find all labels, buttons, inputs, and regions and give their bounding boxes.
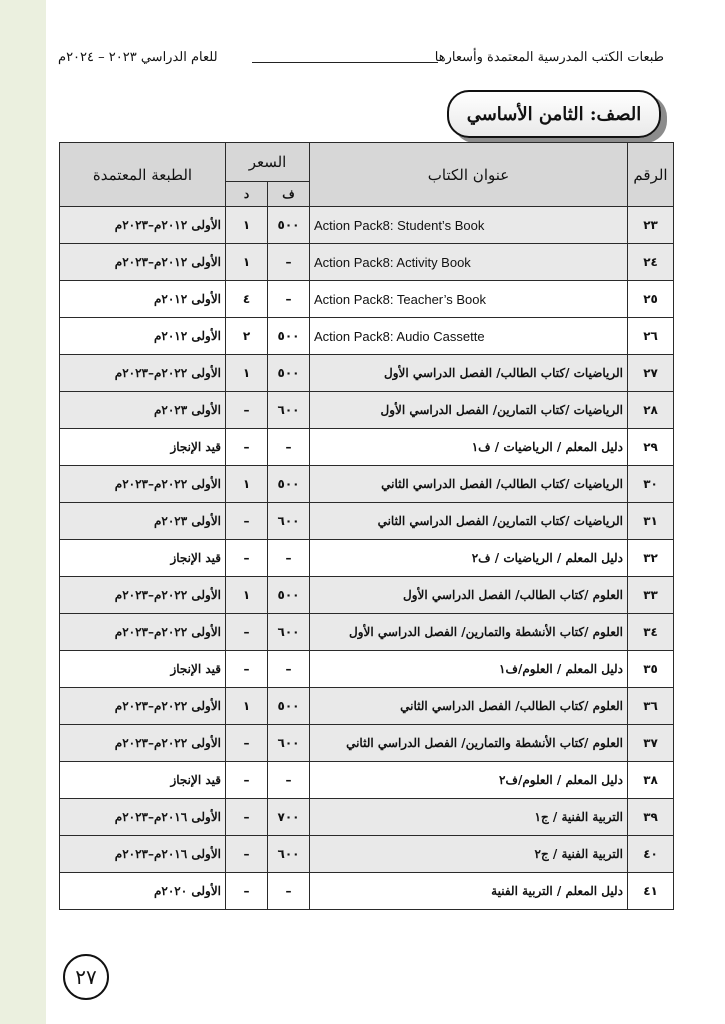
- row-number: ٣٦: [628, 688, 674, 725]
- price-dinar: ١: [226, 207, 268, 244]
- approved-edition: الأولى ٢٠٢٢م–٢٠٢٣م: [60, 614, 226, 651]
- header-rule: [252, 62, 438, 63]
- row-number: ٣١: [628, 503, 674, 540]
- price-dinar: –: [226, 725, 268, 762]
- approved-edition: الأولى ٢٠٢٣م: [60, 503, 226, 540]
- grade-title-box: [447, 90, 661, 138]
- header-number: الرقم: [628, 143, 674, 207]
- table-row: [60, 725, 674, 762]
- price-fils: ٦٠٠: [268, 614, 310, 651]
- header-title: طبعات الكتب المدرسية المعتمدة وأسعارها: [434, 50, 664, 65]
- price-fils: ٦٠٠: [268, 725, 310, 762]
- row-number: ٣٨: [628, 762, 674, 799]
- row-number: ٢٦: [628, 318, 674, 355]
- price-dinar: ١: [226, 244, 268, 281]
- table-row: [60, 873, 674, 910]
- row-number: ٤١: [628, 873, 674, 910]
- book-title: التربية الفنية / ج٢: [310, 836, 628, 873]
- book-title: التربية الفنية / ج١: [310, 799, 628, 836]
- price-dinar: ٢: [226, 318, 268, 355]
- price-fils: –: [268, 873, 310, 910]
- grade-title: الصف: الثامن الأساسي: [466, 103, 642, 125]
- page-margin-strip: [0, 0, 46, 1024]
- book-title: الرياضيات /كتاب التمارين/ الفصل الدراسي الأول: [310, 392, 628, 429]
- price-fils: –: [268, 429, 310, 466]
- price-fils: ٦٠٠: [268, 392, 310, 429]
- book-title: العلوم /كتاب الطالب/ الفصل الدراسي الثاني: [310, 688, 628, 725]
- book-title: الرياضيات /كتاب الطالب/ الفصل الدراسي الثاني: [310, 466, 628, 503]
- book-title: Action Pack8: Teacher’s Book: [310, 281, 628, 318]
- approved-edition: الأولى ٢٠٢٣م: [60, 392, 226, 429]
- book-title: دليل المعلم / العلوم/ف١: [310, 651, 628, 688]
- table-row: [60, 614, 674, 651]
- table-row: [60, 577, 674, 614]
- book-title: Action Pack8: Activity Book: [310, 244, 628, 281]
- header-price-fils: ف: [268, 182, 310, 207]
- table-row: [60, 836, 674, 873]
- book-title: الرياضيات /كتاب التمارين/ الفصل الدراسي الثاني: [310, 503, 628, 540]
- price-fils: ٥٠٠: [268, 466, 310, 503]
- header-edition: الطبعة المعتمدة: [60, 143, 226, 207]
- price-fils: ٥٠٠: [268, 355, 310, 392]
- approved-edition: الأولى ٢٠١٦م–٢٠٢٣م: [60, 836, 226, 873]
- price-dinar: ١: [226, 466, 268, 503]
- price-fils: ٥٠٠: [268, 688, 310, 725]
- row-number: ٢٨: [628, 392, 674, 429]
- table-row: [60, 207, 674, 244]
- approved-edition: الأولى ٢٠١٦م–٢٠٢٣م: [60, 799, 226, 836]
- price-fils: ٦٠٠: [268, 836, 310, 873]
- price-dinar: ١: [226, 688, 268, 725]
- price-fils: ٦٠٠: [268, 503, 310, 540]
- table-row: [60, 392, 674, 429]
- price-fils: ٧٠٠: [268, 799, 310, 836]
- book-title: دليل المعلم / الرياضيات / ف١: [310, 429, 628, 466]
- approved-edition: الأولى ٢٠٢٢م–٢٠٢٣م: [60, 688, 226, 725]
- approved-edition: الأولى ٢٠٢٢م–٢٠٢٣م: [60, 725, 226, 762]
- price-fils: –: [268, 244, 310, 281]
- price-dinar: ١: [226, 577, 268, 614]
- book-title: دليل المعلم / التربية الفنية: [310, 873, 628, 910]
- table-row: [60, 355, 674, 392]
- row-number: ٣٧: [628, 725, 674, 762]
- price-dinar: –: [226, 762, 268, 799]
- header-book-title: عنوان الكتاب: [310, 143, 628, 207]
- row-number: ٢٩: [628, 429, 674, 466]
- row-number: ٣٠: [628, 466, 674, 503]
- book-title: Action Pack8: Student’s Book: [310, 207, 628, 244]
- approved-edition: قيد الإنجاز: [60, 651, 226, 688]
- price-fils: –: [268, 281, 310, 318]
- price-fils: ٥٠٠: [268, 207, 310, 244]
- page-number: ٢٧: [63, 954, 109, 1000]
- table-row: [60, 762, 674, 799]
- row-number: ٢٤: [628, 244, 674, 281]
- price-fils: –: [268, 651, 310, 688]
- row-number: ٣٩: [628, 799, 674, 836]
- price-dinar: –: [226, 540, 268, 577]
- approved-edition: قيد الإنجاز: [60, 540, 226, 577]
- book-title: دليل المعلم / الرياضيات / ف٢: [310, 540, 628, 577]
- approved-edition: الأولى ٢٠٢٢م–٢٠٢٣م: [60, 466, 226, 503]
- approved-edition: الأولى ٢٠١٢م: [60, 318, 226, 355]
- book-title: العلوم /كتاب الأنشطة والتمارين/ الفصل الدراسي الأول: [310, 614, 628, 651]
- table-row: [60, 799, 674, 836]
- header-academic-year: للعام الدراسي ٢٠٢٣ – ٢٠٢٤م: [58, 50, 218, 65]
- price-dinar: ٤: [226, 281, 268, 318]
- row-number: ٤٠: [628, 836, 674, 873]
- table-row: [60, 466, 674, 503]
- price-dinar: –: [226, 392, 268, 429]
- table-row: [60, 503, 674, 540]
- header-price: السعر: [226, 143, 310, 182]
- price-dinar: –: [226, 873, 268, 910]
- row-number: ٢٥: [628, 281, 674, 318]
- table-row: [60, 318, 674, 355]
- row-number: ٢٧: [628, 355, 674, 392]
- approved-edition: الأولى ٢٠١٢م–٢٠٢٣م: [60, 207, 226, 244]
- price-fils: ٥٠٠: [268, 318, 310, 355]
- price-dinar: –: [226, 651, 268, 688]
- row-number: ٣٤: [628, 614, 674, 651]
- table-row: [60, 688, 674, 725]
- table-row: [60, 540, 674, 577]
- row-number: ٣٥: [628, 651, 674, 688]
- book-title: الرياضيات /كتاب الطالب/ الفصل الدراسي الأول: [310, 355, 628, 392]
- row-number: ٣٢: [628, 540, 674, 577]
- table-row: [60, 244, 674, 281]
- header-price-dinar: د: [226, 182, 268, 207]
- book-title: العلوم /كتاب الطالب/ الفصل الدراسي الأول: [310, 577, 628, 614]
- price-fils: –: [268, 762, 310, 799]
- book-title: Action Pack8: Audio Cassette: [310, 318, 628, 355]
- row-number: ٣٣: [628, 577, 674, 614]
- table-row: [60, 651, 674, 688]
- price-dinar: –: [226, 503, 268, 540]
- price-fils: –: [268, 540, 310, 577]
- table-row: [60, 429, 674, 466]
- approved-edition: الأولى ٢٠٢٢م–٢٠٢٣م: [60, 355, 226, 392]
- row-number: ٢٣: [628, 207, 674, 244]
- price-dinar: –: [226, 429, 268, 466]
- page-header: [58, 50, 664, 72]
- price-dinar: –: [226, 836, 268, 873]
- approved-edition: الأولى ٢٠٢٠م: [60, 873, 226, 910]
- price-dinar: –: [226, 799, 268, 836]
- book-title: العلوم /كتاب الأنشطة والتمارين/ الفصل الدراسي الثاني: [310, 725, 628, 762]
- approved-edition: الأولى ٢٠١٢م: [60, 281, 226, 318]
- price-fils: ٥٠٠: [268, 577, 310, 614]
- approved-edition: الأولى ٢٠٢٢م–٢٠٢٣م: [60, 577, 226, 614]
- books-price-table: [59, 142, 674, 910]
- price-dinar: ١: [226, 355, 268, 392]
- approved-edition: الأولى ٢٠١٢م–٢٠٢٣م: [60, 244, 226, 281]
- books-table-body: [60, 207, 674, 910]
- book-title: دليل المعلم / العلوم/ف٢: [310, 762, 628, 799]
- approved-edition: قيد الإنجاز: [60, 429, 226, 466]
- table-row: [60, 281, 674, 318]
- approved-edition: قيد الإنجاز: [60, 762, 226, 799]
- price-dinar: –: [226, 614, 268, 651]
